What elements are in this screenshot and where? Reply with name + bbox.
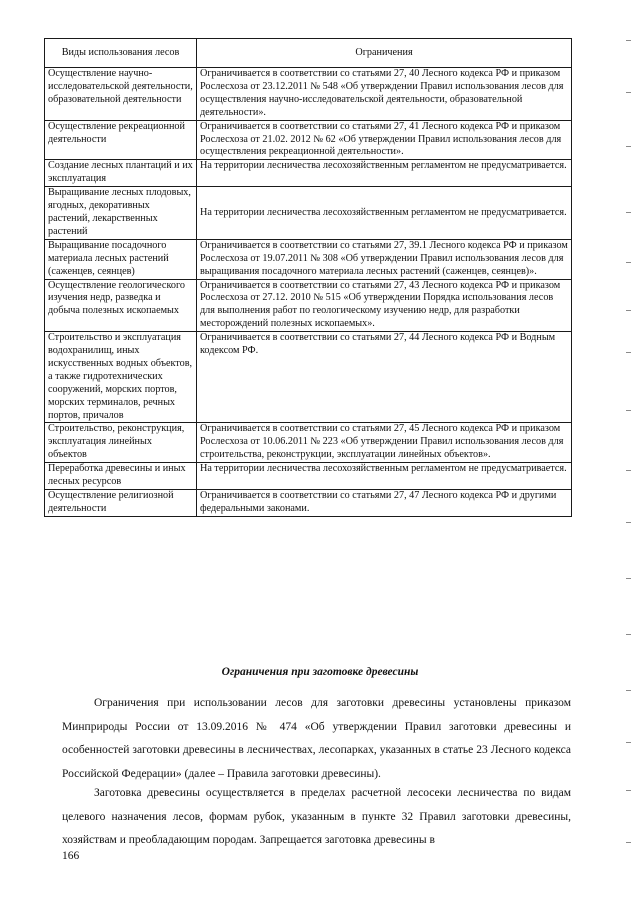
- forest-use-type: Осуществление научно-исследовательской деятельности, образовательной деятельности: [45, 68, 197, 121]
- restriction-text: Ограничивается в соответствии со статьями 27, 40 Лесного кодекса РФ и приказом Рослесхоза от 23.12.2011 № 548 «Об утверждении Правил использования лесов для осуществления научно-исследовательской деятельности, образовательной деятельности».: [197, 68, 572, 121]
- forest-use-type: Осуществление рекреационной деятельности: [45, 120, 197, 160]
- body-paragraph: Ограничения при использовании лесов для заготовки древесины установлены приказом Минприроды России от 13.09.2016 № 474 «Об утверждении Правил заготовки древесины и особенностей заготовки древесины в лесничествах, лесопарках, указанных в статье 23 Лесного кодекса Российской Федерации» (далее – Правила заготовки древесины).: [62, 697, 571, 780]
- header-restrictions: Ограничения: [197, 39, 572, 68]
- restriction-text: Ограничивается в соответствии со статьями 27, 45 Лесного кодекса РФ и приказом Рослесхоза от 10.06.2011 № 223 «Об утверждении Правил использования лесов для строительства, реконструкции, эксплуатации линейных объектов».: [197, 423, 572, 463]
- restriction-text: На территории лесничества лесохозяйственным регламентом не предусматривается.: [197, 160, 572, 187]
- table-row: [45, 68, 572, 121]
- table-row: [45, 490, 572, 517]
- forest-use-type: Создание лесных плантаций и их эксплуатация: [45, 160, 197, 187]
- binding-edge-marks: [626, 0, 632, 905]
- table-row: [45, 332, 572, 423]
- restriction-text: Ограничивается в соответствии со статьями 27, 39.1 Лесного кодекса РФ и приказом Рослесхоза от 19.07.2011 № 308 «Об утверждении Правил использования лесов для выращивания посадочного материала лесных растений (саженцев, сеянцев)».: [197, 239, 572, 279]
- restrictions-table: [44, 38, 572, 517]
- table-row: [45, 423, 572, 463]
- body-paragraph: Заготовка древесины осуществляется в пределах расчетной лесосеки лесничества по видам целевого назначения лесов, формам рубок, указанным в пункте 32 Правил заготовки древесины, хозяйствам и преобладающим породам. Запрещается заготовка древесины в: [62, 787, 571, 847]
- table-header-row: [45, 39, 572, 68]
- page-number: 166: [62, 850, 83, 862]
- forest-use-type: Выращивание посадочного материала лесных растений (саженцев, сеянцев): [45, 239, 197, 279]
- table-row: [45, 279, 572, 332]
- forest-use-type: Строительство и эксплуатация водохранилищ, иных искусственных водных объектов, а также гидротехнических сооружений, морских портов, морских терминалов, речных портов, причалов: [45, 332, 197, 423]
- forest-use-type: Строительство, реконструкция, эксплуатация линейных объектов: [45, 423, 197, 463]
- table-row: [45, 239, 572, 279]
- table-row: [45, 463, 572, 490]
- restriction-text: Ограничивается в соответствии со статьями 27, 47 Лесного кодекса РФ и другими федеральными законами.: [197, 490, 572, 517]
- restriction-text: Ограничивается в соответствии со статьями 27, 44 Лесного кодекса РФ и Водным кодексом РФ.: [197, 332, 572, 423]
- restriction-text: На территории лесничества лесохозяйственным регламентом не предусматривается.: [197, 187, 572, 240]
- forest-use-type: Переработка древесины и иных лесных ресурсов: [45, 463, 197, 490]
- forest-use-type: Осуществление геологического изучения недр, разведка и добыча полезных ископаемых: [45, 279, 197, 332]
- table-row: [45, 187, 572, 240]
- restriction-text: Ограничивается в соответствии со статьями 27, 41 Лесного кодекса РФ и приказом Рослесхоза от 21.02. 2012 № 62 «Об утверждении Правил использования лесов для осуществления рекреационной деятельности».: [197, 120, 572, 160]
- restriction-text: Ограничивается в соответствии со статьями 27, 43 Лесного кодекса РФ и приказом Рослесхоза от 27.12. 2010 № 515 «Об утверждении Порядка использования лесов для выполнения работ по геологическому изучению недр, для разработки месторождений полезных ископаемых».: [197, 279, 572, 332]
- forest-use-type: Выращивание лесных плодовых, ягодных, декоративных растений, лекарственных растений: [45, 187, 197, 240]
- header-forest-use-types: Виды использования лесов: [45, 39, 197, 68]
- table-row: [45, 120, 572, 160]
- table-row: [45, 160, 572, 187]
- restriction-text: На территории лесничества лесохозяйственным регламентом не предусматривается.: [197, 463, 572, 490]
- forest-use-type: Осуществление религиозной деятельности: [45, 490, 197, 517]
- section-heading: Ограничения при заготовке древесины: [221, 666, 419, 678]
